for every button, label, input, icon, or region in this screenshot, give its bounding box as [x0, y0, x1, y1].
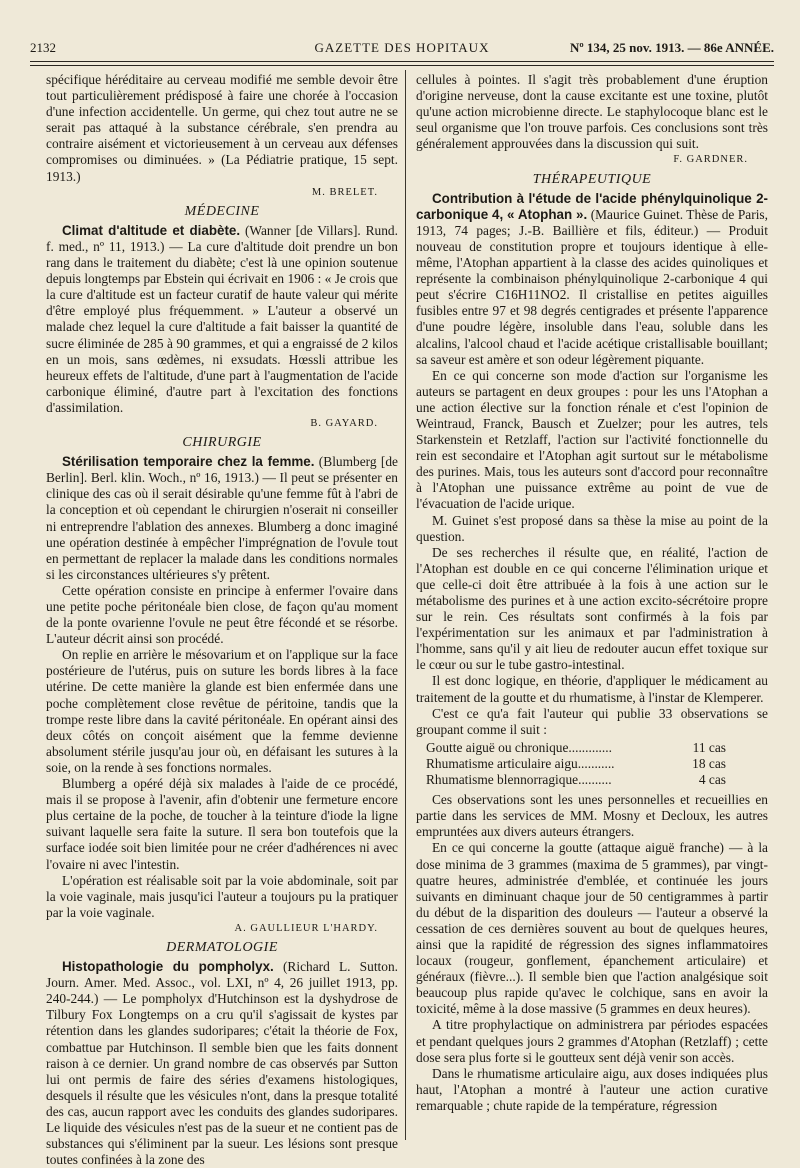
author-signature: A. GAULLIEUR L'HARDY. — [234, 922, 378, 934]
header-rule — [30, 61, 774, 62]
article-title: Stérilisation temporaire chez la femme. — [62, 454, 315, 470]
row-label: Rhumatisme articulaire aigu........... — [426, 755, 615, 771]
author-signature: B. GAYARD. — [310, 417, 378, 429]
article-title: Histopathologie du pompholyx. — [62, 959, 274, 975]
journal-title: GAZETTE DES HOPITAUX — [314, 40, 490, 55]
paragraph: Ces observations sont les unes personnelles et recueillies en partie dans les services de MM. Mosny et Decloux, les autres empruntées aux divers auteurs étrangers. — [416, 792, 768, 840]
author-signature: F. GARDNER. — [673, 154, 748, 166]
paragraph: En ce qui concerne son mode d'action sur l'organisme les auteurs se partagent en deux groupes : pour les uns l'Atophan a une action élective sur la fonction rénale et c'est l'opinion de Weintraud, Franck, Bausch et Zuelzer; pour les autres, tels Starkenstein et Retzlaff, l'action sur l'activité fonctionnelle du rein est secondaire et l'Atophan agit surtout sur le métabolisme des purines. Mais, tous les auteurs sont d'accord pour reconnaître à l'Atophan une puissance extrême au point de vue de l'évacuation de l'acide urique. — [416, 367, 768, 512]
continued-paragraph: cellules à pointes. Il s'agit très probablement d'une éruption d'origine nerveuse, dont la cause excitante est une toxine, plutôt qu'une action microbienne directe. Le staphylocoque blanc est le seul organisme que l'on trouve parfois. Ces conclusions sont très généralement approuvées dans la discussion qui suit. — [416, 72, 768, 152]
section-heading-dermatologie: DERMATOLOGIE — [166, 939, 278, 955]
paragraph: A titre prophylactique on administrera par périodes espacées et pendant quelques jours 2 grammes d'Atophan (Retzlaff) ; cette dose sera plus forte si le goutteux sent déjà venir son accès. — [416, 1017, 768, 1065]
paragraph: En ce qui concerne la goutte (attaque aiguë franche) — à la dose minima de 3 grammes (maxima de 5 grammes), par vingt-quatre heures, administrée d'emblée, et continuée les jours suivants en diminuant chaque jour de 50 centigrammes à partir du début de la disparition des douleurs — l'auteur a observé la cessation de ces dernières souvent au bout de quelques heures, ainsi que la rapidité de régression des signes inflammatoires locaux (rougeur, gonflement, épanchement articulaire) et généraux (fièvre...). Il semble bien que l'action analgésique soit beaucoup plus rapide qu'avec le colchique, sans en avoir la toxicité, même à la dose massive (5 grammes en deux heures). — [416, 840, 768, 1017]
article-text: (Maurice Guinet. Thèse de Paris, 1913, 74 pages; J.-B. Baillière et fils, éditeur.) — Produit nouveau de constitution propre et toujours identique à elle-même, l'Atophan appartient à la classe des acides quinoliques et représente la combinaison phénylquinolique 2-carbonique 4 qui peut s'écrire C16H11NO2. Il cristallise en petites aiguilles fusibles entre 97 et 98 degrés centigrades et présente l'apparence d'une poudre légère, insoluble dans l'eau, soluble dans les alcalins, l'alcool chaud et l'acide acétique cristallisable bouillant; sa saveur est amère et son odeur légèrement piquante. — [416, 206, 768, 367]
row-label: Goutte aiguë ou chronique............. — [426, 739, 612, 755]
paragraph: M. Guinet s'est proposé dans sa thèse la mise au point de la question. — [416, 512, 768, 544]
row-value: 18 cas — [692, 755, 726, 771]
right-column — [416, 72, 768, 1114]
section-heading-medecine: MÉDECINE — [184, 203, 260, 219]
page-number: 2132 — [30, 40, 56, 55]
row-value: 11 cas — [692, 739, 726, 755]
article-text: (Richard L. Sutton. Journ. Amer. Med. Assoc., vol. LXI, nº 4, 26 juillet 1913, pp. 240-244.) — Le pompholyx d'Hutchinson est la dyshydrose de Tilbury Fox Longtemps on a cru qu'il s'agissait de kystes par rétention dans les glandes sudoripares; c'était la théorie de Fox, combattue par Hutchinson. Il semble bien que les faits donnent raison à ce dernier. Un grand nombre de cas observés par Sutton lui ont permis de faire des séries d'examens histologiques, desquels il résulte que les vésicules n'ont, dans la presque totalité des cas, aucun rapport avec les conduits des glandes sudoripares. Le liquide des vésicules n'est pas de la sueur et ne contient pas de substances qui s'éliminent par la sueur. Les lésions sont presque toutes confinées à la zone des — [46, 959, 398, 1168]
paragraph: Cette opération consiste en principe à enfermer l'ovaire dans une petite poche péritonéale bien close, de façon qu'au moment de la ponte ovarienne l'ovule ne peut être fécondé et se résorbe. L'auteur décrit ainsi son procédé. — [46, 582, 398, 647]
issue-info: Nº 134, 25 nov. 1913. — 86e ANNÉE. — [569, 40, 774, 55]
paragraph: On replie en arrière le mésovarium et on l'applique sur la face postérieure de l'utérus, puis on suture les bords libres à la face utérine. De cette manière la glande est bien enfermée dans une poche complètement close revêtue de péritoine, tandis que la trompe reste libre dans la cavité péritonéale. En opérant ainsi des deux côtés on conçoit aisément que la femme devienne absolument stérile jusqu'au jour où, en défaisant les sutures à la soie, on la rende à ses fonctions normales. — [46, 647, 398, 775]
table-row — [426, 740, 726, 756]
table-row — [426, 756, 726, 772]
intro-paragraph: spécifique héréditaire au cerveau modifié me semble devoir être tout particulièrement prédisposé à faire une chorée à l'occasion d'une infection accidentelle. Un germe, qui chez tout autre ne se serait pas attaqué à la substance cérébrale, s'en prendra au contraire aisément et victorieusement à un cerveau aux défenses compromises ou diminuées. » (La Pédiatrie pratique, 15 sept. 1913.) — [46, 72, 398, 184]
left-column — [46, 72, 398, 1168]
row-value: 4 cas — [698, 772, 726, 788]
table-row — [426, 772, 726, 788]
row-label: Rhumatisme blennorragique.......... — [426, 772, 612, 788]
author-signature: M. BRELET. — [311, 186, 378, 198]
paragraph: Il est donc logique, en théorie, d'appliquer le médicament au traitement de la goutte et du rhumatisme, à l'instar de Klemperer. — [416, 673, 768, 705]
header-rule-thin — [30, 65, 774, 66]
paragraph: L'opération est réalisable soit par la voie abdominale, soit par la voie vaginale, mais jusqu'ici l'auteur a toujours pu la pratiquer par la voie vaginale. — [46, 872, 398, 920]
article-text: (Wanner [de Villars]. Rund. f. med., nº 11, 1913.) — La cure d'altitude doit prendre un bon rang dans le traitement du diabète; c'est là une opinion soutenue depuis longtemps par Ebstein qui écrivait en 1906 : « Je crois que la cure d'altitude est un facteur curatif de haute valeur qui mérite d'être employé plus fréquemment. » L'auteur a observé un malade chez lequel la cure d'altitude a fait baisser la quantité de sucre éliminée de 285 à 90 grammes, et qui a engraissé de 2 kilos en un mois, sans œdèmes, ni exsudats. Hœssli attribue les heureux effets de l'altitude, d'une part à l'augmentation de l'acide carbonique éliminé, d'autre part à l'excitation des fonctions d'assimilation. — [46, 222, 398, 415]
running-header — [30, 36, 774, 58]
paragraph: C'est ce qu'a fait l'auteur qui publie 33 observations se groupant comme il suit : — [416, 705, 768, 737]
article-title: Climat d'altitude et diabète. — [62, 222, 241, 238]
column-divider — [405, 70, 406, 1140]
paragraph: Blumberg a opéré déjà six malades à l'aide de ce procédé, mais il se propose à l'avenir, afin d'obtenir une fermeture encore plus certaine de la poche, de toucher à la teinture d'iode la ligne suivant laquelle sera faite la suture. Il sera bon toutefois que la surface iodée soit bien limitée pour ne créer d'adhérences ni avec l'ovaire ni avec l'intestin. — [46, 776, 398, 872]
paragraph: Dans le rhumatisme articulaire aigu, aux doses indiquées plus haut, l'Atophan a montré à l'auteur une action curative remarquable ; chute rapide de la température, régression — [416, 1065, 768, 1113]
article-text: (Blumberg [de Berlin]. Berl. klin. Woch., nº 16, 1913.) — Il peut se présenter en clinique des cas où il serait désirable qu'une femme fût à l'abri de la conception et où cependant le chirurgien n'oserait ni conseiller ni entreprendre l'ablation des annexes. Blumberg a donc imaginé une opération destinée à empêcher l'imprégnation de l'ovule tout en permettant de replacer la malade dans les conditions normales si les circonstances ultérieures s'y prêtent. — [46, 454, 398, 582]
observations-table — [426, 740, 768, 788]
article-title: Contribution à l'étude de l'acide phénylquinolique 2-carbonique 4, « Atophan ». — [416, 190, 768, 222]
section-heading-chirurgie: CHIRURGIE — [182, 435, 262, 451]
paragraph: De ses recherches il résulte que, en réalité, l'action de l'Atophan est double en ce qui concerne l'élimination urique et que celle-ci doit être attribuée à la fois à une action sur le métabolisme des purines et à une action excito-sécrétoire propre sur le rein. Ces résultats sont confirmés à la fois par l'expérimentation sur les animaux et par l'administration à l'homme, sans qu'il y ait lieu de redouter aucun effet toxique sur le cœur ou sur le tube gastro-intestinal. — [416, 544, 768, 673]
section-heading-therapeutique: THÉRAPEUTIQUE — [532, 171, 652, 187]
